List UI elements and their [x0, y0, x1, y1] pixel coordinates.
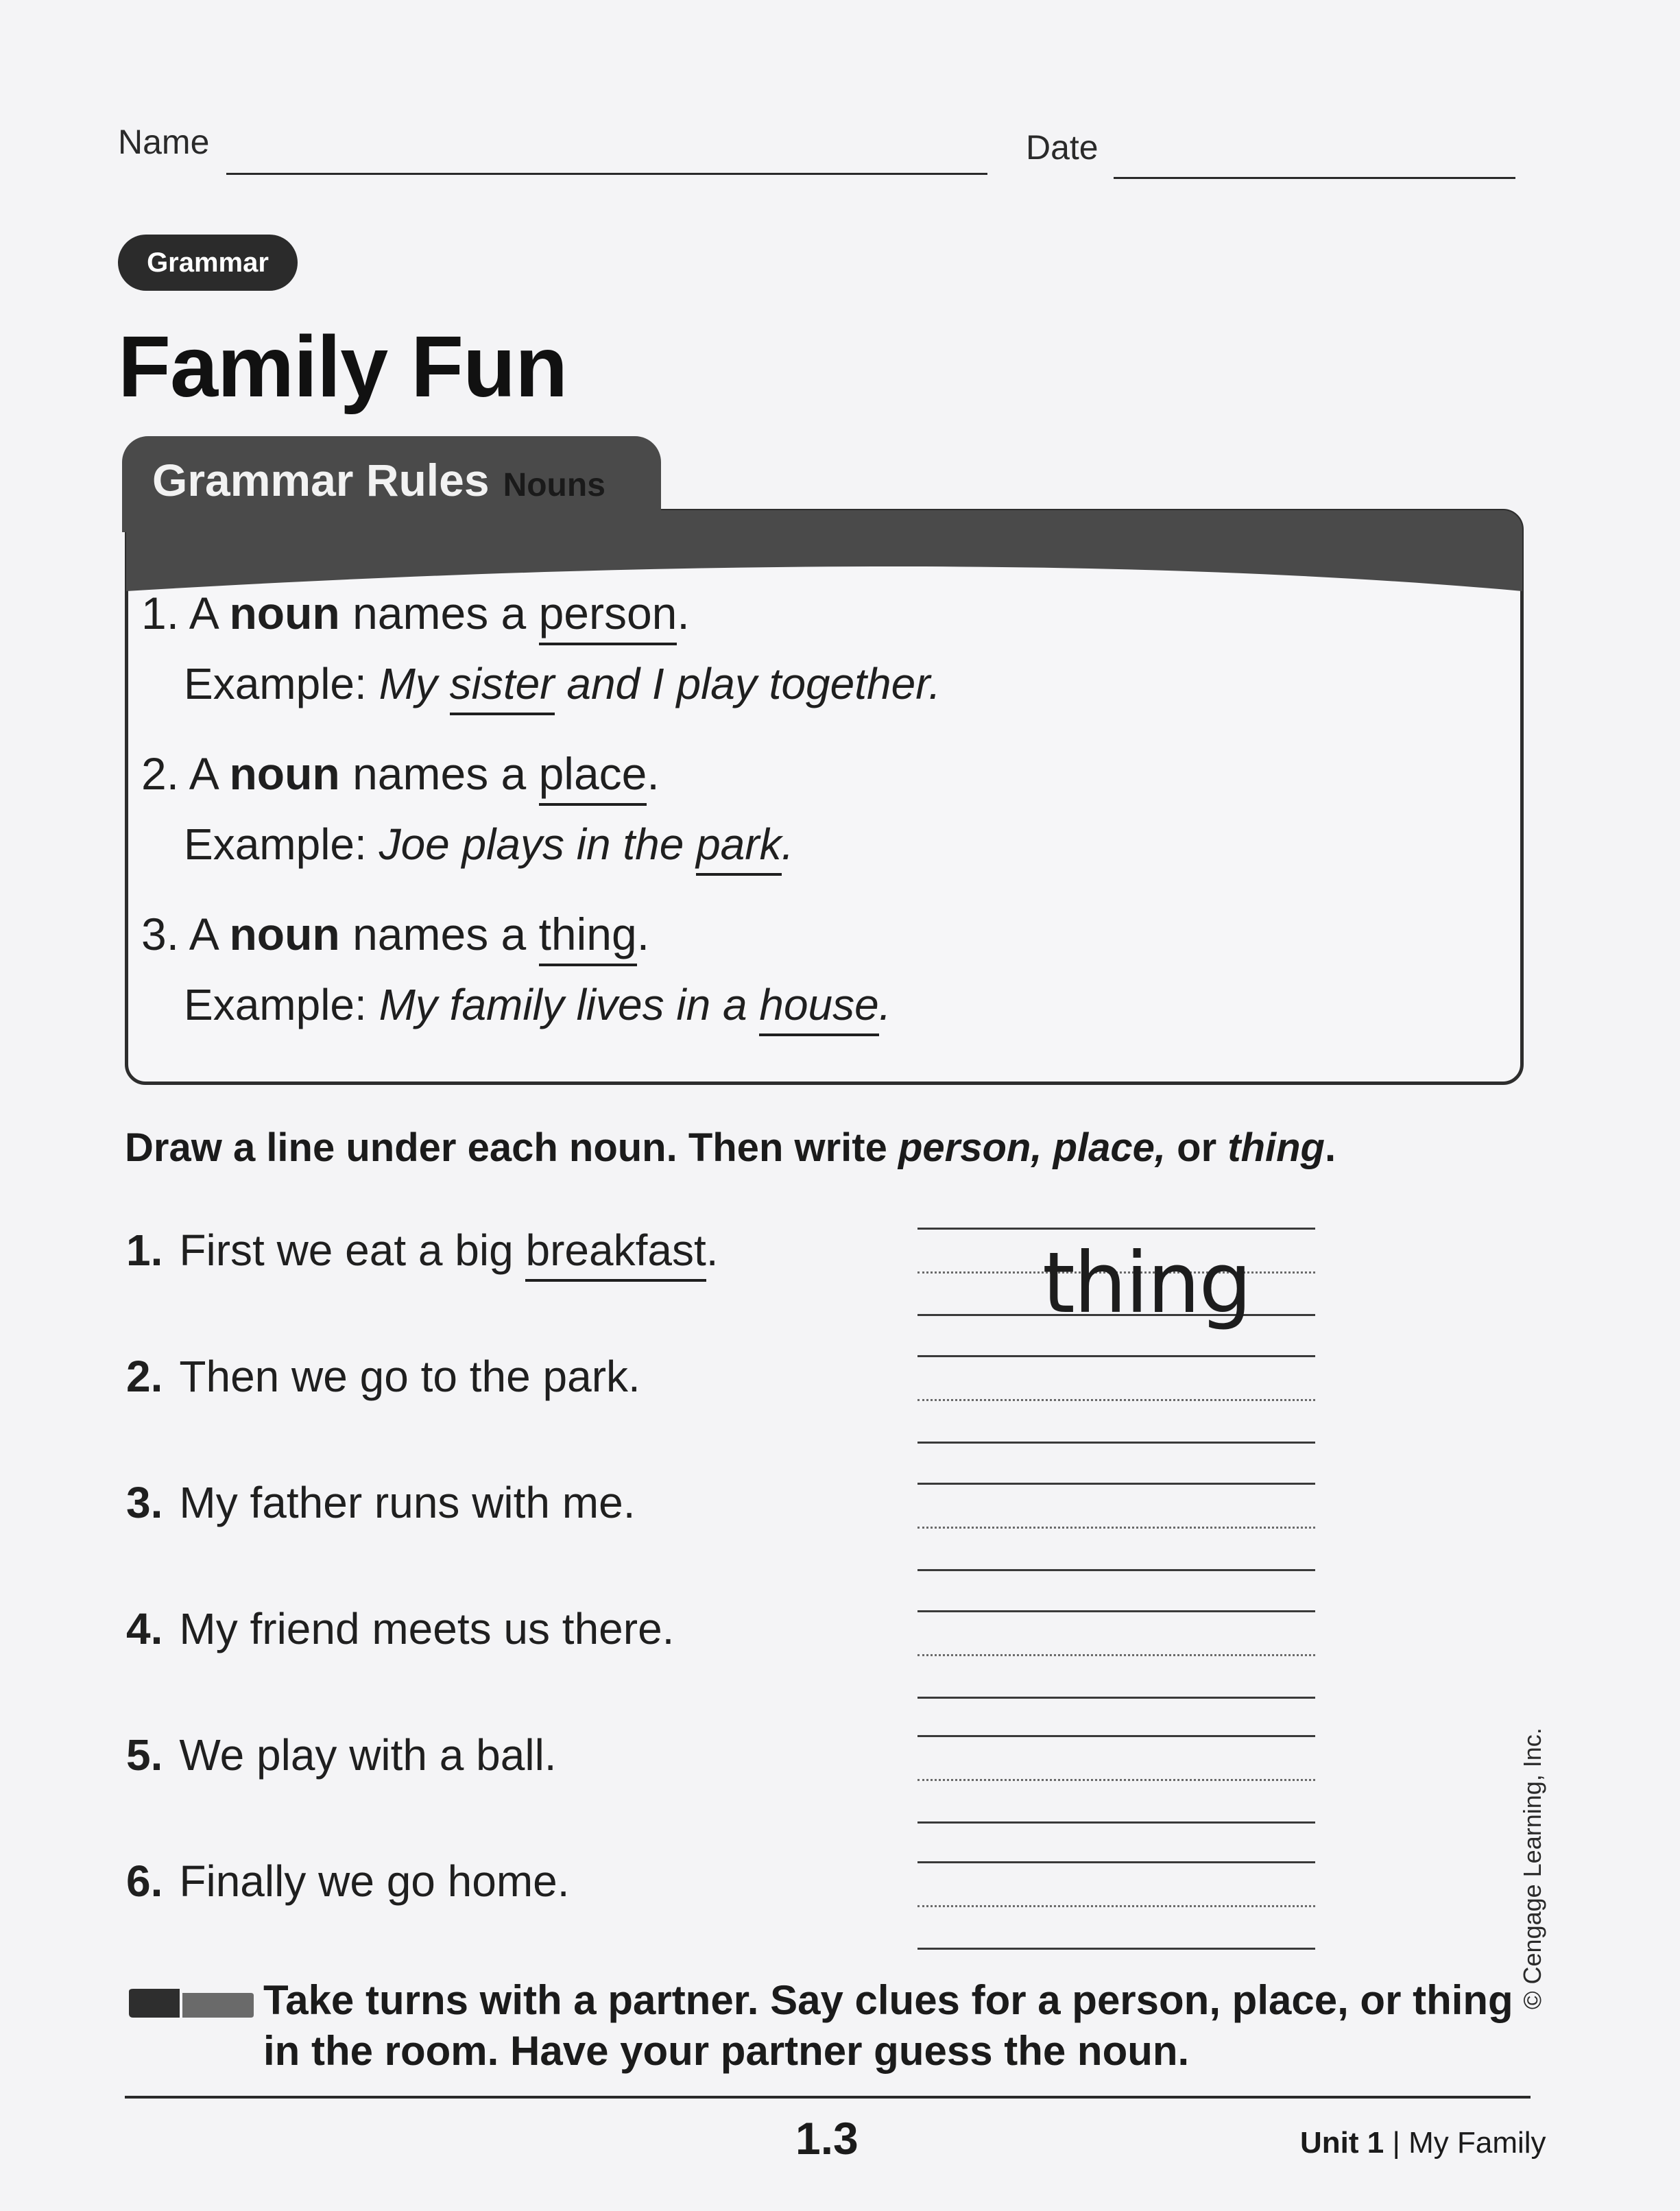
rule-2: 2. A noun names a place.	[141, 748, 660, 800]
rule-2-example: Example: Joe plays in the park.	[184, 819, 793, 870]
rule-2-keyword: place	[539, 748, 647, 806]
rule-1-keyword: person	[539, 588, 677, 645]
partner-activity-line-1: Take turns with a partner. Say clues for a person, place, or thing	[263, 1977, 1513, 2023]
rule-3-example: Example: My family lives in a house.	[184, 979, 891, 1030]
exercise-6: 6. Finally we go home.	[126, 1856, 570, 1906]
grammar-rules-title: Grammar Rules	[152, 455, 490, 505]
partner-talk-icon	[126, 1987, 255, 2019]
rule-3: 3. A noun names a thing.	[141, 908, 649, 960]
copyright-notice: © Cengage Learning, Inc.	[1518, 1728, 1546, 2009]
page-title: Family Fun	[118, 318, 568, 415]
rule-1-example: Example: My sister and I play together.	[184, 658, 941, 709]
name-field[interactable]	[226, 173, 987, 175]
partner-activity-line-2: in the room. Have your partner guess the noun.	[263, 2028, 1190, 2074]
date-field[interactable]	[1114, 177, 1515, 179]
rule-3-keyword: thing	[539, 909, 637, 966]
exercise-1-underlined-noun: breakfast	[525, 1226, 706, 1282]
handwritten-answer-1: thing	[1042, 1234, 1251, 1332]
grammar-tag: Grammar	[118, 235, 298, 291]
exercise-1: 1. First we eat a big breakfast.	[126, 1225, 719, 1276]
instruction: Draw a line under each noun. Then write person, place, or thing.	[125, 1125, 1336, 1170]
grammar-rules-subtitle: Nouns	[503, 467, 605, 503]
name-label: Name	[118, 123, 210, 161]
exercise-2: 2. Then we go to the park.	[126, 1352, 640, 1401]
rule-1: 1. A noun names a person.	[141, 587, 690, 639]
footer-divider	[125, 2096, 1531, 2099]
exercise-3: 3. My father runs with me.	[126, 1478, 636, 1527]
exercise-5: 5. We play with a ball.	[126, 1730, 557, 1780]
date-label: Date	[1026, 128, 1099, 167]
partner-activity	[263, 1975, 1513, 2077]
page-number: 1.3	[795, 2113, 859, 2164]
exercise-4: 4. My friend meets us there.	[126, 1604, 675, 1653]
unit-label: Unit 1 | My Family	[1300, 2126, 1546, 2160]
grammar-rules-heading	[152, 454, 605, 506]
